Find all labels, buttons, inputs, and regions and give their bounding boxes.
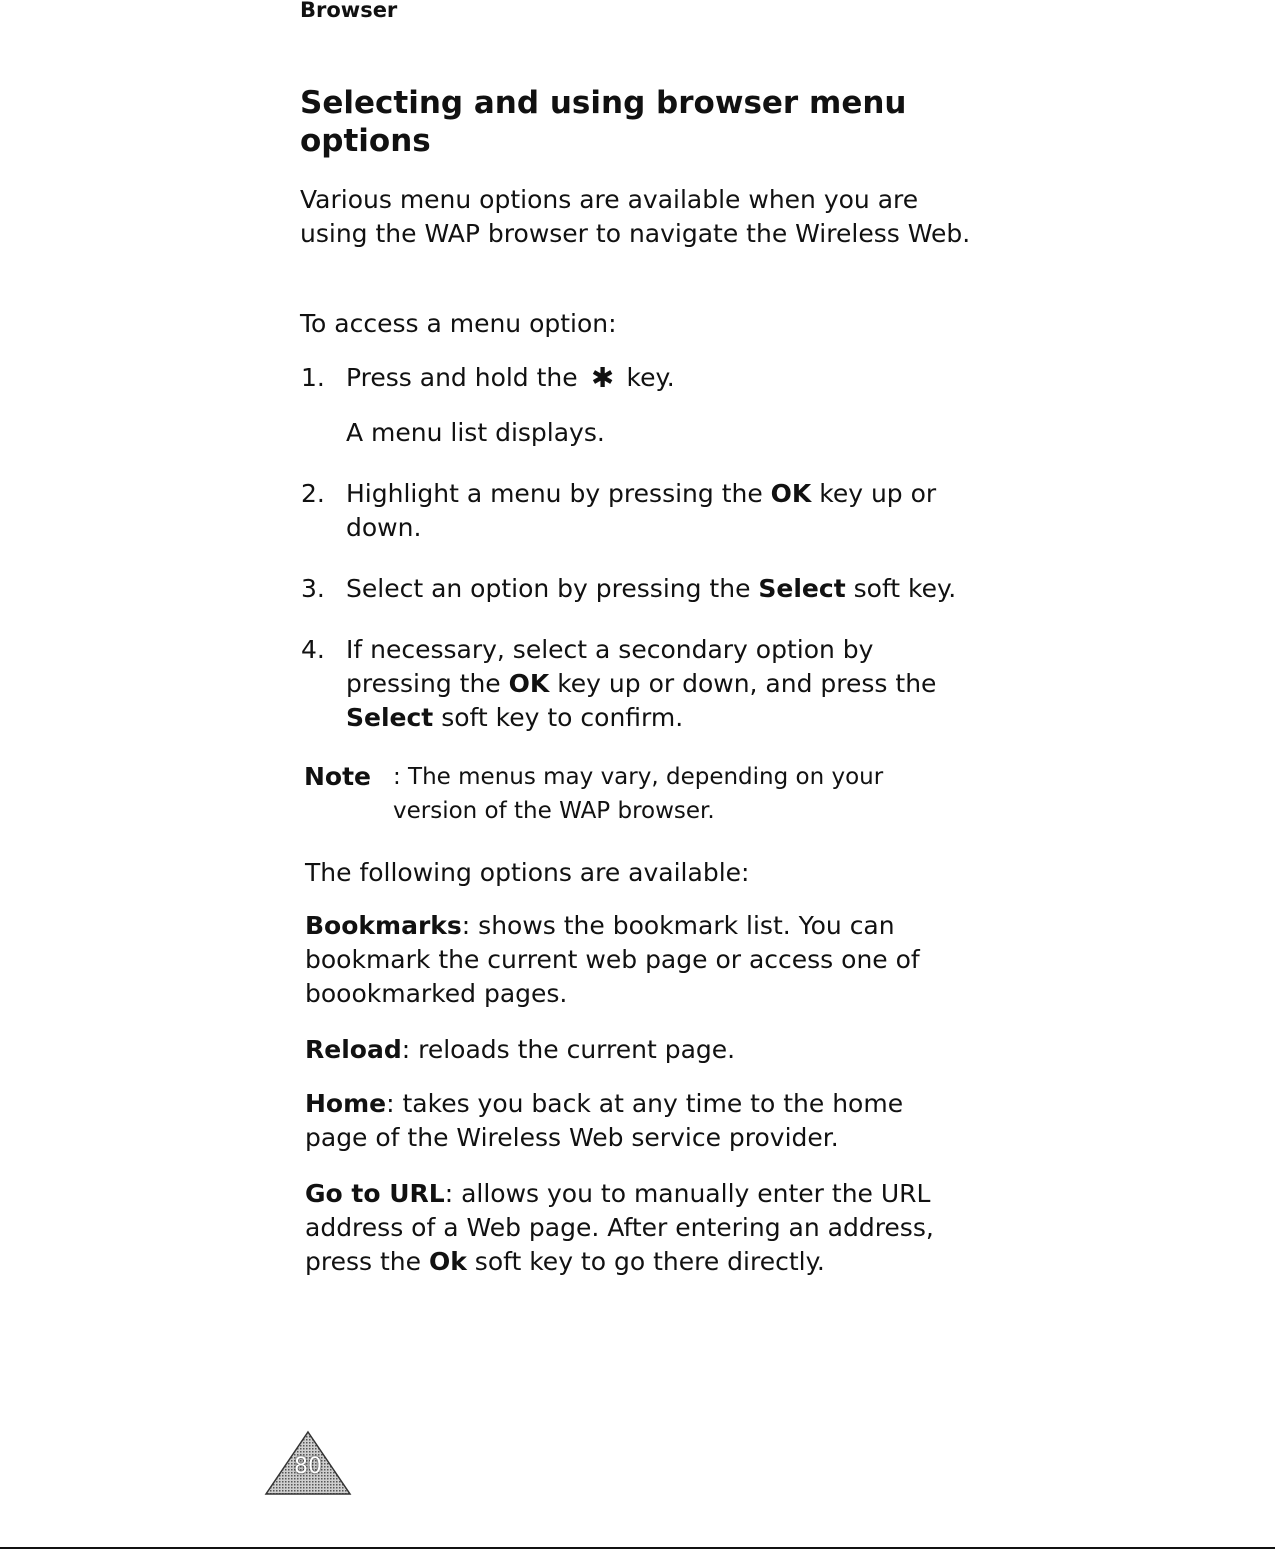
step-number: 3. — [301, 574, 325, 603]
option-reload — [305, 1033, 985, 1067]
note-label: Note — [304, 762, 372, 791]
step-number: 2. — [301, 479, 325, 508]
step-text — [346, 361, 996, 395]
step-text-after: key up or down. — [346, 479, 937, 542]
page-number-badge — [264, 1430, 352, 1496]
option-bookmarks — [305, 909, 965, 1011]
step-text-before: Highlight a menu by pressing the — [346, 479, 771, 508]
step-number: 4. — [301, 635, 325, 664]
step-text-before: If necessary, select a secondary option by pressing the — [346, 635, 874, 698]
option-desc-after: soft key to go there directly. — [466, 1247, 825, 1276]
step-sub-text: A menu list displays. — [346, 418, 605, 447]
page-number: 80 — [294, 1454, 322, 1479]
bottom-rule — [0, 1547, 1275, 1549]
intro-paragraph: Various menu options are available when you are using the WAP browser to navigate the Wireless Web. — [300, 185, 971, 248]
step-text — [346, 633, 986, 735]
note-text: : The menus may vary, depending on your version of the WAP browser. — [393, 764, 884, 824]
lead-paragraph: To access a menu option: — [300, 309, 617, 338]
option-term: Home — [305, 1089, 387, 1118]
option-term: Bookmarks — [305, 911, 462, 940]
select-key-label: Select — [346, 703, 434, 732]
option-desc: : shows the bookmark list. You can bookmark the current web page or access one of boookmarked pages. — [305, 911, 920, 1008]
step-text-before: Press and hold the — [346, 363, 578, 392]
step-text — [346, 572, 1006, 606]
step-text-before: Select an option by pressing the — [346, 574, 759, 603]
step-text-after: key. — [626, 363, 675, 392]
step-number: 1. — [301, 363, 325, 392]
option-home — [305, 1087, 955, 1155]
ok-key-label: OK — [770, 479, 812, 508]
option-go-to-url — [305, 1177, 977, 1279]
option-desc: : takes you back at any time to the home page of the Wireless Web service provider. — [305, 1089, 904, 1152]
step-text-after: soft key. — [845, 574, 957, 603]
option-term: Go to URL — [305, 1179, 445, 1208]
ok-key-label: OK — [508, 669, 550, 698]
step-text — [346, 477, 986, 545]
step-text-after: soft key to confirm. — [433, 703, 684, 732]
option-term: Reload — [305, 1035, 402, 1064]
select-key-label: Select — [758, 574, 846, 603]
page-title: Selecting and using browser menu options — [300, 85, 907, 159]
step-text-middle: key up or down, and press the — [549, 669, 937, 698]
star-key-icon: ✱ — [590, 361, 614, 394]
ok-key-label: Ok — [428, 1247, 467, 1276]
option-desc: : reloads the current page. — [401, 1035, 736, 1064]
option-desc: : allows you to manually enter the URL address of a Web page. After entering an address, press the — [305, 1179, 934, 1276]
section-label: Browser — [300, 0, 398, 22]
options-lead: The following options are available: — [305, 858, 750, 887]
